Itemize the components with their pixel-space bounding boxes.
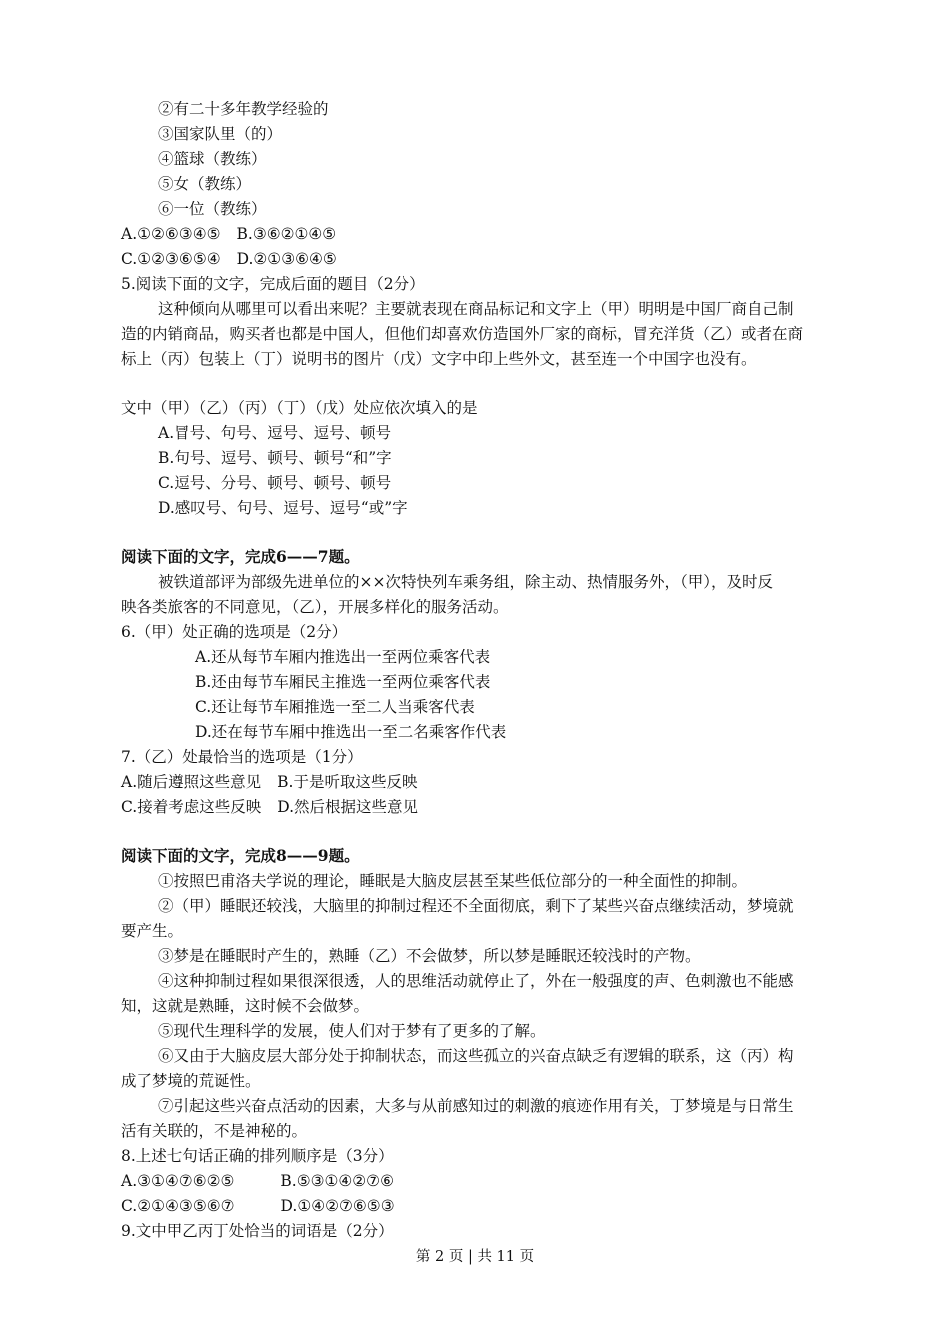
- q6-option-a: A.还从每节车厢内推选出一至两位乘客代表: [195, 648, 491, 666]
- q7-option-d: D.然后根据这些意见: [277, 798, 419, 816]
- q6-stem: 6.（甲）处正确的选项是（2分）: [121, 623, 348, 641]
- q9-stem: 9.文中甲乙丙丁处恰当的词语是（2分）: [121, 1222, 394, 1240]
- q8-options-row-2: [121, 1196, 395, 1216]
- s67-passage-line: 映各类旅客的不同意见，（乙），开展多样化的服务活动。: [121, 598, 509, 616]
- q5-option-a: A.冒号、句号、逗号、逗号、顿号: [158, 424, 392, 442]
- s89-sentence-3: ③梦是在睡眠时产生的，熟睡（乙）不会做梦，所以梦是睡眠还较浅时的产物。: [158, 947, 701, 965]
- s89-sentence-6-cont: 成了梦境的荒诞性。: [121, 1072, 261, 1090]
- q7-stem: 7.（乙）处最恰当的选项是（1分）: [121, 748, 363, 766]
- q8-option-a: A.③①④⑦⑥②⑤: [121, 1172, 235, 1190]
- q5-option-d: D.感叹号、句号、逗号、逗号“或”字: [158, 499, 408, 517]
- q7-options-row-2: [121, 797, 418, 817]
- section-6-7-heading: 阅读下面的文字，完成6——7题。: [121, 547, 360, 566]
- q7-option-b: B.于是听取这些反映: [277, 773, 418, 791]
- q8-option-b: B.⑤③①④②⑦⑥: [280, 1172, 394, 1190]
- q8-option-c: C.②①④③⑤⑥⑦: [121, 1197, 235, 1215]
- q5-passage-line: 这种倾向从哪里可以看出来呢？主要就表现在商品标记和文字上（甲）明明是中国厂商自己制: [158, 300, 794, 318]
- page-footer: 第 2 页 | 共 11 页: [415, 1249, 535, 1265]
- q5-option-b: B.句号、逗号、顿号、顿号“和”字: [158, 449, 392, 467]
- s89-sentence-7: ⑦引起这些兴奋点活动的因素，大多与从前感知过的刺激的痕迹作用有关，丁梦境是与日常生: [158, 1097, 794, 1115]
- q4-option-a: A.①②⑥③④⑤: [121, 225, 221, 243]
- s67-passage-line: 被铁道部评为部级先进单位的××次特快列车乘务组，除主动、热情服务外，（甲），及时反: [158, 573, 773, 591]
- q5-option-c: C.逗号、分号、顿号、顿号、顿号: [158, 474, 392, 492]
- q5-passage-line: 标上（丙）包装上（丁）说明书的图片（戊）文字中印上些外文，甚至连一个中国字也没有。: [121, 350, 757, 368]
- q4-options-row-1: [121, 224, 336, 244]
- s89-sentence-5: ⑤现代生理科学的发展，使人们对于梦有了更多的了解。: [158, 1022, 546, 1040]
- q7-option-a: A.随后遵照这些意见: [121, 773, 262, 791]
- q5-question: 文中（甲）（乙）（丙）（丁）（戊）处应依次填入的是: [121, 399, 478, 417]
- q6-option-c: C.还让每节车厢推选一至二人当乘客代表: [195, 698, 475, 716]
- q8-option-d: D.①④②⑦⑥⑤③: [280, 1197, 395, 1215]
- q8-stem: 8.上述七句话正确的排列顺序是（3分）: [121, 1147, 394, 1165]
- s89-sentence-7-cont: 活有关联的，不是神秘的。: [121, 1122, 308, 1140]
- q4-option-c: C.①②③⑥⑤④: [121, 250, 221, 268]
- section-8-9-heading: 阅读下面的文字，完成8——9题。: [121, 846, 360, 865]
- q4-item-3: ③国家队里（的）: [158, 125, 283, 143]
- q4-item-5: ⑤女（教练）: [158, 175, 252, 193]
- q4-item-6: ⑥一位（教练）: [158, 200, 267, 218]
- q4-item-2: ②有二十多年教学经验的: [158, 100, 329, 118]
- s89-sentence-4-cont: 知，这就是熟睡，这时候不会做梦。: [121, 997, 370, 1015]
- s89-sentence-4: ④这种抑制过程如果很深很透，人的思维活动就停止了，外在一般强度的声、色刺激也不能感: [158, 972, 794, 990]
- q7-options-row-1: [121, 772, 417, 792]
- q5-stem: 5.阅读下面的文字，完成后面的题目（2分）: [121, 275, 425, 293]
- s89-sentence-2: ②（甲）睡眠还较浅，大脑里的抑制过程还不全面彻底，剩下了某些兴奋点继续活动，梦境就: [158, 897, 794, 915]
- q4-option-d: D.②①③⑥④⑤: [236, 250, 337, 268]
- q4-options-row-2: [121, 249, 337, 269]
- q6-option-d: D.还在每节车厢中推选出一至二名乘客作代表: [195, 723, 507, 741]
- q8-options-row-1: [121, 1171, 394, 1191]
- s89-sentence-1: ①按照巴甫洛夫学说的理论，睡眠是大脑皮层甚至某些低位部分的一种全面性的抑制。: [158, 872, 748, 890]
- s89-sentence-6: ⑥又由于大脑皮层大部分处于抑制状态，而这些孤立的兴奋点缺乏有逻辑的联系，这（丙）构: [158, 1047, 794, 1065]
- q6-option-b: B.还由每节车厢民主推选一至两位乘客代表: [195, 673, 491, 691]
- q4-item-4: ④篮球（教练）: [158, 150, 267, 168]
- q5-passage-line: 造的内销商品，购买者也都是中国人，但他们却喜欢仿造国外厂家的商标，冒充洋货（乙）或者在商: [121, 325, 804, 343]
- s89-sentence-2-cont: 要产生。: [121, 922, 184, 940]
- q7-option-c: C.接着考虑这些反映: [121, 798, 262, 816]
- q4-option-b: B.③⑥②①④⑤: [236, 225, 337, 243]
